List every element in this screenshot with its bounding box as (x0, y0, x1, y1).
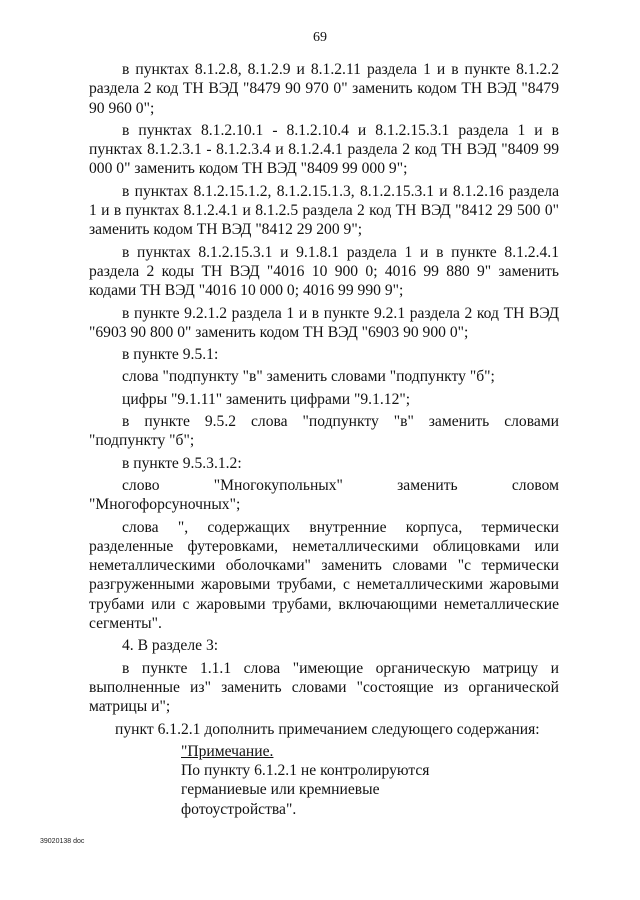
paragraph: в пункте 1.1.1 слова "имеющие органическую матрицу и выполненные из" заменить словами "состоящие из органической матрицы и"; (89, 659, 559, 716)
page-number: 69 (313, 30, 327, 45)
paragraph: 4. В разделе 3: (122, 637, 219, 655)
document-body (89, 60, 559, 819)
note-title: "Примечание. (181, 742, 274, 760)
paragraph: в пунктах 8.1.2.15.3.1 и 9.1.8.1 раздела 1 и в пункте 8.1.2.4.1 раздела 2 коды ТН ВЭД "4016 10 900 0; 4016 99 880 9" заменить кодами ТН ВЭД "4016 10 000 0; 4016 99 990 9"; (89, 243, 559, 300)
paragraph: в пунктах 8.1.2.8, 8.1.2.9 и 8.1.2.11 раздела 1 и в пункте 8.1.2.2 раздела 2 код ТН ВЭД "8479 90 970 0" заменить кодом ТН ВЭД "8479 90 960 0"; (89, 61, 559, 117)
paragraph: в пункте 9.2.1.2 раздела 1 и в пункте 9.2.1 раздела 2 код ТН ВЭД "6903 90 800 0" заменить кодом ТН ВЭД "6903 90 900 0"; (89, 304, 559, 341)
paragraph: слова "подпункту "в" заменить словами "подпункту "б"; (122, 368, 495, 386)
paragraph: в пункте 9.5.3.1.2: (122, 454, 242, 472)
note-line: фотоустройства". (181, 800, 297, 818)
note-line: германиевые или кремниевые (181, 781, 380, 799)
note-block (181, 742, 559, 819)
paragraph: слово "Многокупольных" заменить словом "Многофорсуночных"; (89, 476, 559, 514)
paragraph: цифры "9.1.11" заменить цифрами "9.1.12"; (122, 390, 411, 408)
paragraph: пункт 6.1.2.1 дополнить примечанием следующего содержания: (115, 720, 540, 738)
paragraph: в пунктах 8.1.2.15.1.2, 8.1.2.15.1.3, 8.1.2.15.3.1 и 8.1.2.16 раздела 1 и в пунктах 8.1.2.4.1 и 8.1.2.5 раздела 2 код ТН ВЭД "8412 29 500 0" заменить кодом ТН ВЭД "8412 29 200 9"; (89, 182, 559, 239)
paragraph: в пункте 9.5.2 слова "подпункту "в" заменить словами "подпункту "б"; (89, 413, 559, 450)
note-line: По пункту 6.1.2.1 не контролируются (181, 762, 430, 780)
paragraph: слова ", содержащих внутренние корпуса, термически разделенные футеровками, неметаллическими облицовками или неметаллическими оболочками" заменить словами "с термически разгруженными жаровыми трубами, с неметаллическими жаровыми трубами или с жаровыми трубами, включающими неметаллические сегменты". (89, 518, 559, 633)
footer-file-code: 39020138 doc (40, 838, 85, 845)
paragraph: в пунктах 8.1.2.10.1 - 8.1.2.10.4 и 8.1.2.15.3.1 раздела 1 и в пунктах 8.1.2.3.1 - 8.1.2.3.4 и 8.1.2.4.1 раздела 2 код ТН ВЭД "8409 99 000 0" заменить кодом ТН ВЭД "8409 99 000 9"; (89, 121, 559, 178)
paragraph: в пункте 9.5.1: (122, 346, 219, 364)
